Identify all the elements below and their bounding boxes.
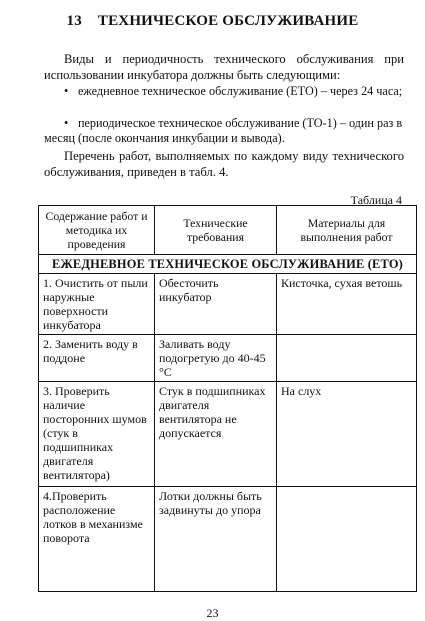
page-number: 23	[206, 606, 219, 620]
table-cell: Стук в подшипниках двигателя вентилятора не допускается	[155, 382, 277, 487]
table-section-row	[39, 255, 417, 274]
table-cell: На слух	[277, 382, 417, 487]
bullet-item-eto	[44, 84, 404, 99]
section-title: ТЕХНИЧЕСКОЕ ОБСЛУЖИВАНИЕ	[97, 13, 359, 29]
bullet-marker: •	[64, 84, 69, 98]
bullet-text: периодическое техническое обслуживание (ТО-1) – один раз в месяц (после окончания инкубации и вывода).	[44, 116, 403, 145]
table-row	[39, 382, 417, 487]
table-row	[39, 335, 417, 382]
bullet-marker: •	[64, 116, 69, 130]
table-caption: Таблица 4	[350, 193, 402, 207]
section-row-label: ЕЖЕДНЕВНОЕ ТЕХНИЧЕСКОЕ ОБСЛУЖИВАНИЕ (ЕТО)	[39, 255, 417, 274]
maintenance-table	[38, 205, 417, 592]
table-row	[39, 274, 417, 335]
table-header-row	[39, 206, 417, 255]
table-cell: 2. Заменить воду в поддоне	[39, 335, 155, 382]
table-cell: 3. Проверить наличие посторонних шумов (стук в подшипниках двигателя вентилятора)	[39, 382, 155, 487]
section-heading	[0, 13, 425, 30]
table-cell: 1. Очистить от пыли наружные поверхности инкубатора	[39, 274, 155, 335]
intro-paragraph: Виды и периодичность технического обслуживания при использовании инкубатора должны быть следующими:	[44, 52, 404, 82]
table-cell: Обесточить инкубатор	[155, 274, 277, 335]
table-header-cell: Технические требования	[155, 206, 277, 255]
table-cell: Кисточка, сухая ветошь	[277, 274, 417, 335]
section-number: 13	[66, 13, 82, 29]
table-row	[39, 487, 417, 592]
list-paragraph: Перечень работ, выполняемых по каждому виду технического обслуживания, приведен в табл. 4.	[44, 149, 404, 179]
table-header-cell: Содержание работ и методика их проведения	[39, 206, 155, 255]
bullet-item-to1	[44, 116, 404, 146]
table-cell: Заливать воду подогретую до 40-45 °С	[155, 335, 277, 382]
table-header-cell: Материалы для выполнения работ	[277, 206, 417, 255]
table-cell	[277, 487, 417, 592]
table-cell	[277, 335, 417, 382]
table-cell: 4.Проверить расположение лотков в механизме поворота	[39, 487, 155, 592]
table-cell: Лотки должны быть задвинуты до упора	[155, 487, 277, 592]
bullet-text: ежедневное техническое обслуживание (ЕТО) – через 24 часа;	[78, 84, 403, 98]
